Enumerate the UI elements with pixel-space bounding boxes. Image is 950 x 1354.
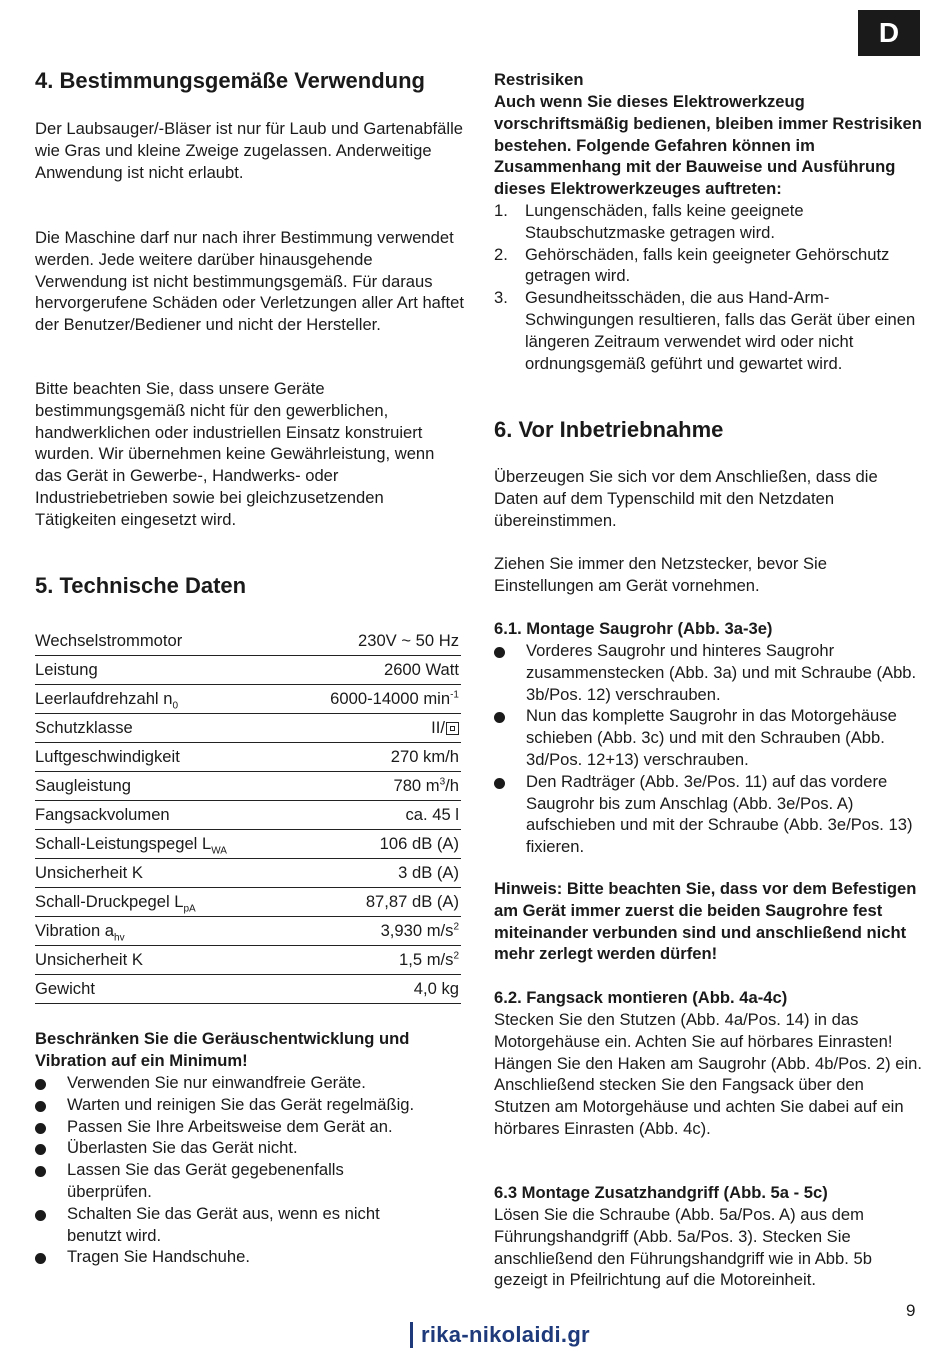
spec-label: Wechselstrommotor <box>35 627 288 656</box>
bullet-icon <box>35 1210 46 1221</box>
section-4-paragraph-1: Der Laubsauger/-Bläser ist nur für Laub und Gartenabfälle wie Gras und kleine Zweige zugelassen. Anderweitige Anwendung ist nicht erlaubt. <box>35 119 464 182</box>
spec-value: 780 $m^3/h$ <box>288 772 461 801</box>
list-item: 1. Lungenschäden, falls keine geeignete Staubschutzmaske getragen wird. <box>494 201 804 242</box>
list-item: Überlasten Sie das Gerät nicht. <box>35 1137 465 1159</box>
bullet-icon <box>35 1253 46 1264</box>
table-row <box>35 888 461 917</box>
spec-value: 270 km/h <box>288 743 461 772</box>
section-6-1-bullet-list <box>494 640 924 858</box>
table-row <box>35 772 461 801</box>
watermark-logo: rika-nikolaidi.gr <box>410 1322 590 1348</box>
bullet-icon <box>35 1079 46 1090</box>
table-row <box>35 627 461 656</box>
table-row <box>35 917 461 946</box>
spec-label: Leerlaufdrehzahl $n_0$ <box>35 685 288 714</box>
spec-label: Unsicherheit K <box>35 946 288 975</box>
list-item: Nun das komplette Saugrohr in das Motorgehäuse schieben (Abb. 3c) und mit den Schrauben (Abb. 3d/Pos. 12+13) verschrauben. <box>494 705 924 770</box>
spec-label: Gewicht <box>35 975 288 1004</box>
bullet-icon <box>494 712 505 723</box>
bullet-icon <box>35 1144 46 1155</box>
spec-label: Leistung <box>35 656 288 685</box>
page-number: 9 <box>906 1301 916 1320</box>
list-item: Lassen Sie das Gerät gegebenenfalls überprüfen. <box>35 1159 465 1203</box>
bullet-icon <box>35 1123 46 1134</box>
bullet-icon <box>35 1101 46 1112</box>
spec-value: 2600 Watt <box>288 656 461 685</box>
spec-table <box>35 627 461 1004</box>
section-6-paragraph-2: Ziehen Sie immer den Netzstecker, bevor Sie Einstellungen am Gerät vornehmen. <box>494 554 827 595</box>
section-6-2-title: 6.2. Fangsack montieren (Abb. 4a-4c) <box>494 988 788 1007</box>
section-6-2-text: Stecken Sie den Stutzen (Abb. 4a/Pos. 14) in das Motorgehäuse ein. Achten Sie auf hörbares Einrasten! Hängen Sie den Haken am Saugrohr (Abb. 4b/Pos. 2) ein. Anschließend stecken Sie den Fangsack über den Stutzen am Motorgehäuse und achten Sie dabei auf ein hörbares Einrasten (Abb. 4c). <box>494 1010 923 1138</box>
spec-label: Saugleistung <box>35 772 288 801</box>
spec-value: ca. 45 l <box>288 801 461 830</box>
watermark-mark-icon <box>410 1322 413 1348</box>
table-row <box>35 859 461 888</box>
list-item: Vorderes Saugrohr und hinteres Saugrohr zusammenstecken (Abb. 3a) und mit Schraube (Abb. 3b/Pos. 12) verschrauben. <box>494 640 924 705</box>
spec-label: Schall-Leistungspegel $L_{WA}$ <box>35 830 288 859</box>
list-item: Warten und reinigen Sie das Gerät regelmäßig. <box>35 1094 465 1116</box>
bullet-icon <box>494 647 505 658</box>
spec-value: 106 dB (A) <box>288 830 461 859</box>
protection-class-ii-icon <box>446 722 459 735</box>
spec-value: 230V ~ 50 Hz <box>288 627 461 656</box>
hint-note: Hinweis: Bitte beachten Sie, dass vor dem Befestigen am Gerät immer zuerst die beiden Saugrohre fest miteinander verbunden sind und anschließend nicht mehr zerlegt werden dürfen! <box>494 879 917 964</box>
table-row <box>35 830 461 859</box>
spec-label: Fangsackvolumen <box>35 801 288 830</box>
list-item: 2. Gehörschäden, falls kein geeigneter Gehörschutz getragen wird. <box>494 244 890 286</box>
spec-label: Schutzklasse <box>35 714 288 743</box>
bullet-icon <box>35 1166 46 1177</box>
residual-risks-intro: Auch wenn Sie dieses Elektrowerkzeug vorschriftsmäßig bedienen, bleiben immer Restrisiken bestehen. Folgende Gefahren können im Zusammenhang mit der Bauweise und Ausführung dieses Elektrowerkzeuges auftreten: <box>494 92 922 199</box>
table-row <box>35 801 461 830</box>
list-item: Den Radträger (Abb. 3e/Pos. 11) auf das vordere Saugrohr bis zum Anschlag (Abb. 3e/Pos. A) aufschieben und mit der Schraube (Abb. 3e/Pos. 13) fixieren. <box>494 771 924 858</box>
table-row <box>35 975 461 1004</box>
spec-label: Vibration $a_{hv}$ <box>35 917 288 946</box>
spec-value: 3,930 $m/s^2$ <box>288 917 461 946</box>
section-6-3-text: Lösen Sie die Schraube (Abb. 5a/Pos. A) aus dem Führungshandgriff (Abb. 5a/Pos. 3). Stecken Sie anschließend den Führungshandgriff wie in Abb. 5b gezeigt in Pfeilrichtung auf die Motoreinheit. <box>494 1205 872 1290</box>
section-6-3-title: 6.3 Montage Zusatzhandgriff (Abb. 5a - 5c) <box>494 1183 828 1202</box>
residual-risks-title: Restrisiken <box>494 70 584 89</box>
list-item: Passen Sie Ihre Arbeitsweise dem Gerät an. <box>35 1116 465 1138</box>
spec-value: II/ <box>288 714 461 743</box>
spec-label: Luftgeschwindigkeit <box>35 743 288 772</box>
list-item: Schalten Sie das Gerät aus, wenn es nicht benutzt wird. <box>35 1203 465 1247</box>
spec-label: Unsicherheit K <box>35 859 288 888</box>
spec-value: 6000-14000 $\min^{-1}$ <box>288 685 461 714</box>
bullet-icon <box>494 778 505 789</box>
section-4-paragraph-2: Die Maschine darf nur nach ihrer Bestimmung verwendet werden. Jede weitere darüber hinausgehende Verwendung ist nicht bestimmungsgemäß. Für daraus hervorgerufene Schäden oder Verletzungen aller Art haftet der Benutzer/Bediener und nicht der Hersteller. <box>35 228 464 335</box>
section-6-title: 6. Vor Inbetriebnahme <box>494 417 724 442</box>
section-5-title: 5. Technische Daten <box>35 573 247 598</box>
risk-list <box>494 200 924 374</box>
table-row <box>35 714 461 743</box>
table-row <box>35 685 461 714</box>
noise-heading: Beschränken Sie die Geräuschentwicklung und Vibration auf ein Minimum! <box>35 1029 410 1070</box>
section-4-paragraph-3: Bitte beachten Sie, dass unsere Geräte bestimmungsgemäß nicht für den gewerblichen, handwerklichen oder industriellen Einsatz konstruiert wurden. Wir übernehmen keine Gewährleistung, wenn das Gerät in Gewerbe-, Handwerks- oder Industriebetrieben sowie bei gleichzusetzenden Tätigkeiten eingesetzt wird. <box>35 379 435 529</box>
language-tab: D <box>858 10 920 56</box>
section-6-1-title: 6.1. Montage Saugrohr (Abb. 3a-3e) <box>494 619 773 638</box>
noise-bullet-list <box>35 1072 465 1268</box>
spec-value: 3 dB (A) <box>288 859 461 888</box>
spec-value: 87,87 dB (A) <box>288 888 461 917</box>
table-row <box>35 743 461 772</box>
spec-value: 4,0 kg <box>288 975 461 1004</box>
spec-label: Schall-Druckpegel $L_{pA}$ <box>35 888 288 917</box>
list-item: Verwenden Sie nur einwandfreie Geräte. <box>35 1072 465 1094</box>
spec-value: 1,5 $m/s^2$ <box>288 946 461 975</box>
list-item: Tragen Sie Handschuhe. <box>35 1246 465 1268</box>
table-row <box>35 946 461 975</box>
list-item: 3. Gesundheitsschäden, die aus Hand-Arm-Schwingungen resultieren, falls das Gerät über einen längeren Zeitraum verwendet wird oder nicht ordnungsgemäß geführt und gewartet wird. <box>494 288 916 373</box>
table-row <box>35 656 461 685</box>
section-4-title: 4. Bestimmungsgemäße Verwendung <box>35 68 425 93</box>
section-6-paragraph-1: Überzeugen Sie sich vor dem Anschließen, dass die Daten auf dem Typenschild mit den Netzdaten übereinstimmen. <box>494 467 878 530</box>
